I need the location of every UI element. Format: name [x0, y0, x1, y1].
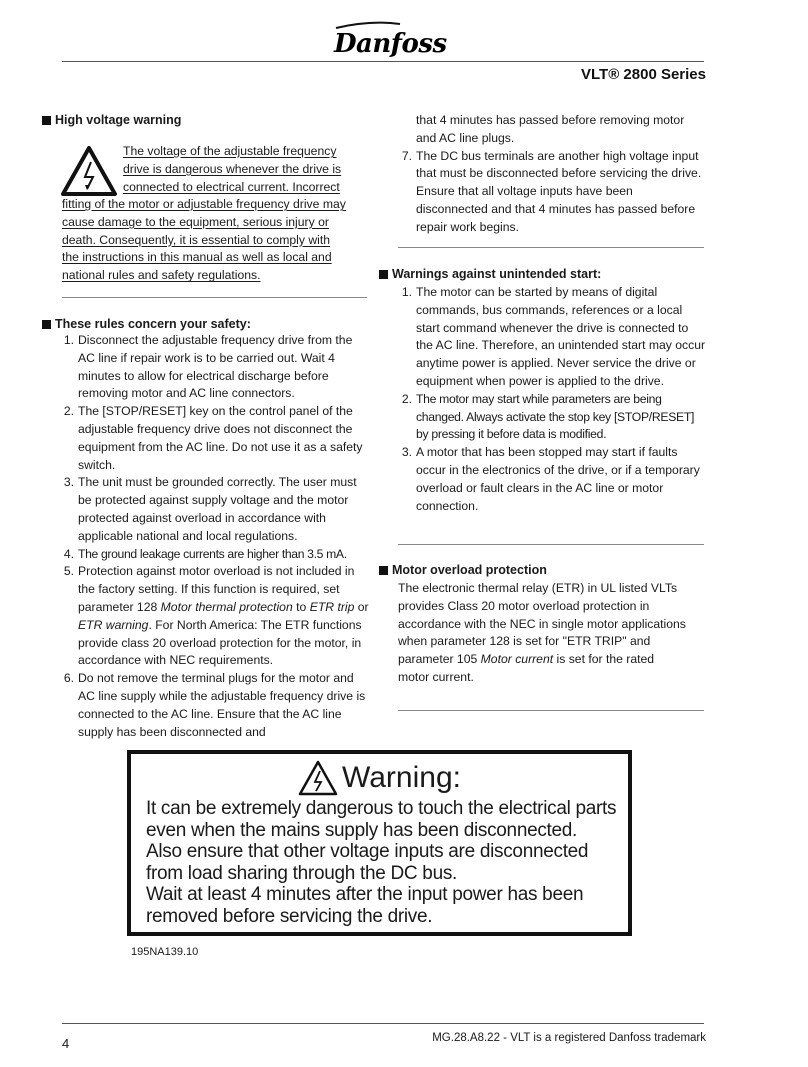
warning-body	[131, 796, 628, 928]
hv-line: the instructions in this manual as well as local and	[62, 250, 332, 265]
overload-heading-text: Motor overload protection	[392, 563, 547, 577]
overload-heading	[379, 563, 547, 577]
hazard-triangle-icon	[298, 760, 338, 796]
section-divider	[398, 544, 704, 545]
hv-line: connected to electrical current. Incorrect	[123, 179, 340, 194]
list-item-continued: that 4 minutes has passed before removing motor and AC line plugs.	[416, 113, 685, 145]
safety-rules-heading	[42, 317, 251, 331]
hazard-triangle-icon	[60, 145, 118, 202]
series-title: VLT® 2800 Series	[580, 66, 706, 83]
bullet-square-icon	[379, 270, 388, 279]
logo-text: Danfoss	[334, 29, 447, 59]
list-item: 4. The ground leakage currents are higher than 3.5 mA.	[63, 546, 347, 561]
footer-text: MG.28.A8.22 - VLT is a registered Danfoss trademark	[432, 1032, 706, 1044]
warning-line: even when the mains supply has been disconnected.	[146, 819, 578, 841]
warning-line: from load sharing through the DC bus.	[146, 862, 458, 884]
danfoss-logo-mark	[330, 18, 470, 62]
list-item: 3. The unit must be grounded correctly. The user must be protected against supply voltage and the motor protected against overload in accordance with applicable national and local regulations.	[63, 475, 357, 543]
list-item: 2. The motor may start while parameters are being changed. Always activate the stop key [STOP/RESET] by pressing it before data is modified.	[401, 391, 695, 442]
high-voltage-text-indented	[123, 143, 373, 196]
warning-line: removed before servicing the drive.	[146, 905, 433, 927]
hv-line: The voltage of the adjustable frequency	[123, 144, 337, 158]
page-number: 4	[62, 1036, 70, 1051]
section-divider	[62, 297, 367, 298]
list-item: 3. A motor that has been stopped may start if faults occur in the electronics of the drive, or if a temporary overload or fault clears in the AC line or motor connection.	[401, 445, 700, 513]
unintended-start-heading	[379, 267, 601, 281]
list-item: 5. Protection against motor overload is not included in the factory setting. If this function is required, set parameter 128 Motor thermal protection to ETR trip or ETR warning. For North America: The ETR functions provide class 20 overload protection for the motor, in accordance with NEC requirements.	[63, 564, 369, 668]
bullet-square-icon	[42, 320, 51, 329]
safety-rules-list	[58, 332, 370, 741]
footer-rule	[62, 1023, 704, 1024]
high-voltage-heading	[42, 113, 181, 127]
list-item: 2. The [STOP/RESET] key on the control panel of the adjustable frequency drive does not disconnect the equipment from the AC line. Do not use it as a safety switch.	[63, 404, 363, 472]
warning-line: It can be extremely dangerous to touch the electrical parts	[146, 798, 617, 819]
safety-rules-continued	[396, 112, 706, 237]
hv-line: cause damage to the equipment, serious injury or	[62, 214, 329, 229]
warning-title-text: Warning:	[342, 761, 461, 794]
list-item: 6. Do not remove the terminal plugs for the motor and AC line supply while the adjustable frequency drive is connected to the AC line. Ensure that the AC line supply has been disconnected and	[63, 671, 366, 739]
unintended-start-heading-text: Warnings against unintended start:	[392, 267, 602, 281]
safety-rules-heading-text: These rules concern your safety:	[55, 317, 251, 331]
list-item: 7. The DC bus terminals are another high voltage input that must be disconnected before servicing the drive. Ensure that all voltage inputs have been disconnected and that 4 minutes has passed before repair work begins.	[401, 148, 702, 234]
figure-reference: 195NA139.10	[131, 946, 199, 958]
overload-text: The electronic thermal relay (ETR) in UL listed VLTs provides Class 20 motor overload protection in accordance with the NEC in single motor applications when parameter 128 is set for "ETR TRIP" and parameter 105 Motor current is set for the rated motor current.	[398, 581, 686, 684]
unintended-start-list	[396, 284, 706, 515]
high-voltage-text	[62, 196, 374, 285]
warning-line: Also ensure that other voltage inputs are disconnected	[146, 841, 589, 863]
warning-title	[131, 760, 628, 796]
hv-line: national rules and safety regulations.	[62, 268, 261, 283]
section-divider	[398, 247, 704, 248]
danfoss-logo	[330, 18, 470, 62]
warning-box	[127, 750, 632, 936]
section-divider	[398, 710, 704, 711]
bullet-square-icon	[42, 116, 51, 125]
high-voltage-heading-text: High voltage warning	[55, 113, 182, 127]
hv-line: drive is dangerous whenever the drive is	[123, 161, 342, 176]
hv-line: death. Consequently, it is essential to comply with	[62, 232, 331, 247]
list-item: 1. Disconnect the adjustable frequency drive from the AC line if repair work is to be carried out. Wait 4 minutes to allow for electrical discharge before removing motor and AC line connectors.	[63, 333, 353, 401]
list-item: 1. The motor can be started by means of digital commands, bus commands, references or a local start command whenever the drive is connected to the AC line. Therefore, an unintended start may occur anytime power is applied. Never service the drive or equipment when power is applied to the drive.	[401, 285, 706, 388]
warning-line: Wait at least 4 minutes after the input power has been	[146, 884, 584, 906]
bullet-square-icon	[379, 566, 388, 575]
header-rule	[62, 61, 704, 62]
hv-line: fitting of the motor or adjustable frequency drive may	[62, 197, 346, 211]
